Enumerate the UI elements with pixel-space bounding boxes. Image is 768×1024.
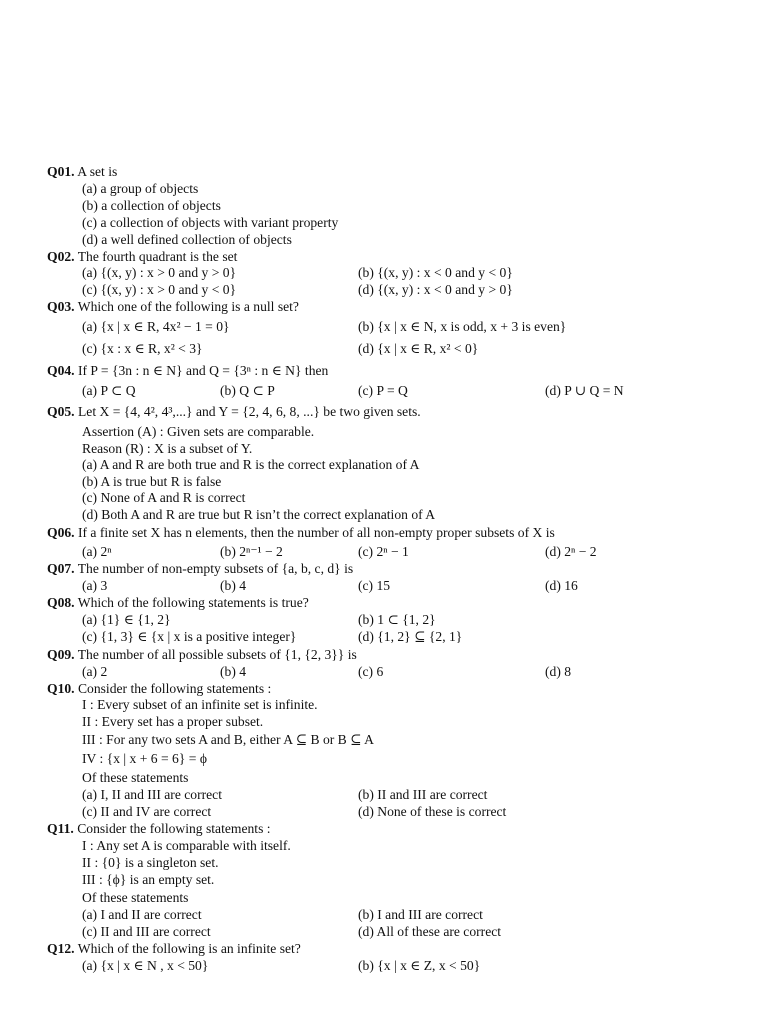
option-c: (c) a collection of objects with variant property	[82, 215, 339, 230]
question-q05	[47, 403, 421, 420]
question-q02	[47, 248, 237, 265]
question-stem: The number of all possible subsets of {1, {2, 3}} is	[77, 647, 357, 662]
option-d: (d) 2ⁿ − 2	[545, 544, 597, 559]
question-stem: Consider the following statements :	[77, 821, 271, 836]
option-a: (a) {1} ∈ {1, 2}	[82, 612, 171, 627]
option-b: (b) 4	[220, 664, 247, 679]
option-c: (c) P = Q	[358, 383, 408, 398]
option-a: (a) 2	[82, 664, 108, 679]
statements-prompt: Of these statements	[82, 770, 189, 785]
option-a: (a) {x | x ∈ N , x < 50}	[82, 958, 209, 973]
option-b: (b) {x | x ∈ Z, x < 50}	[358, 958, 481, 973]
statement-ii: II : Every set has a proper subset.	[82, 714, 264, 729]
question-number: Q02.	[47, 249, 75, 264]
question-q01	[47, 163, 117, 180]
option-d: (d) 8	[545, 664, 572, 679]
question-stem: A set is	[77, 164, 118, 179]
question-number: Q12.	[47, 941, 75, 956]
question-stem: If a finite set X has n elements, then the number of all non-empty proper subsets of X is	[77, 525, 555, 540]
statement-iii: III : {ϕ} is an empty set.	[82, 872, 215, 887]
question-number: Q08.	[47, 595, 75, 610]
statements-prompt: Of these statements	[82, 890, 189, 905]
option-c: (c) 15	[358, 578, 391, 593]
option-d: (d) {1, 2} ⊆ {2, 1}	[358, 629, 463, 644]
question-stem: Let X = {4, 4², 4³,...} and Y = {2, 4, 6, 8, ...} be two given sets.	[77, 404, 421, 419]
question-q09	[47, 646, 357, 663]
option-b: (b) a collection of objects	[82, 198, 221, 213]
statement-iv: IV : {x | x + 6 = 6} = ϕ	[82, 751, 207, 766]
question-number: Q10.	[47, 681, 75, 696]
option-a: (a) {x | x ∈ R, 4x² − 1 = 0}	[82, 319, 230, 334]
question-q07	[47, 560, 353, 577]
option-d: (d) Both A and R are true but R isn’t the correct explanation of A	[82, 507, 436, 522]
question-stem: Consider the following statements :	[77, 681, 272, 696]
option-d: (d) {x | x ∈ R, x² < 0}	[358, 341, 479, 356]
question-stem: The number of non-empty subsets of {a, b, c, d} is	[77, 561, 354, 576]
statement-iii: III : For any two sets A and B, either A ⊆ B or B ⊆ A	[82, 732, 374, 747]
option-d: (d) 16	[545, 578, 578, 593]
option-c: (c) 6	[358, 664, 384, 679]
option-c: (c) II and IV are correct	[82, 804, 212, 819]
question-q10	[47, 680, 271, 697]
question-number: Q07.	[47, 561, 75, 576]
option-d: (d) None of these is correct	[358, 804, 507, 819]
question-q04	[47, 362, 328, 379]
option-a: (a) P ⊂ Q	[82, 383, 136, 398]
option-c: (c) None of A and R is correct	[82, 490, 246, 505]
option-c: (c) {x : x ∈ R, x² < 3}	[82, 341, 203, 356]
statement-i: I : Every subset of an infinite set is infinite.	[82, 697, 318, 712]
question-stem: The fourth quadrant is the set	[77, 249, 238, 264]
statement-ii: II : {0} is a singleton set.	[82, 855, 219, 870]
option-d: (d) {(x, y) : x < 0 and y > 0}	[358, 282, 513, 297]
question-q06	[47, 524, 555, 541]
option-a: (a) {(x, y) : x > 0 and y > 0}	[82, 265, 237, 280]
question-number: Q11.	[47, 821, 74, 836]
option-b: (b) A is true but R is false	[82, 474, 222, 489]
reason-line: Reason (R) : X is a subset of Y.	[82, 441, 253, 456]
question-number: Q09.	[47, 647, 75, 662]
question-q08	[47, 594, 309, 611]
option-d: (d) All of these are correct	[358, 924, 502, 939]
option-b: (b) 2ⁿ⁻¹ − 2	[220, 544, 283, 559]
statement-i: I : Any set A is comparable with itself.	[82, 838, 291, 853]
option-b: (b) 1 ⊂ {1, 2}	[358, 612, 436, 627]
option-d: (d) P ∪ Q = N	[545, 383, 624, 398]
question-stem: Which of the following statements is true?	[77, 595, 309, 610]
question-stem: If P = {3n : n ∈ N} and Q = {3ⁿ : n ∈ N} then	[77, 363, 329, 378]
option-c: (c) {1, 3} ∈ {x | x is a positive integer}	[82, 629, 297, 644]
question-stem: Which of the following is an infinite set?	[77, 941, 301, 956]
question-number: Q03.	[47, 299, 75, 314]
question-number: Q06.	[47, 525, 75, 540]
option-a: (a) 3	[82, 578, 108, 593]
option-a: (a) a group of objects	[82, 181, 199, 196]
question-q12	[47, 940, 301, 957]
option-b: (b) 4	[220, 578, 247, 593]
question-number: Q04.	[47, 363, 75, 378]
option-c: (c) II and III are correct	[82, 924, 211, 939]
option-a: (a) I, II and III are correct	[82, 787, 222, 802]
question-stem: Which one of the following is a null set?	[77, 299, 299, 314]
option-a: (a) I and II are correct	[82, 907, 202, 922]
question-q11	[47, 820, 271, 837]
question-q03	[47, 298, 299, 315]
assertion-line: Assertion (A) : Given sets are comparable.	[82, 424, 315, 439]
option-b: (b) I and III are correct	[358, 907, 483, 922]
option-b: (b) Q ⊂ P	[220, 383, 275, 398]
option-a: (a) A and R are both true and R is the correct explanation of A	[82, 457, 420, 472]
option-b: (b) {x | x ∈ N, x is odd, x + 3 is even}	[358, 319, 567, 334]
option-c: (c) {(x, y) : x > 0 and y < 0}	[82, 282, 237, 297]
question-number: Q01.	[47, 164, 75, 179]
option-b: (b) II and III are correct	[358, 787, 488, 802]
option-d: (d) a well defined collection of objects	[82, 232, 292, 247]
option-c: (c) 2ⁿ − 1	[358, 544, 409, 559]
option-b: (b) {(x, y) : x < 0 and y < 0}	[358, 265, 513, 280]
option-a: (a) 2ⁿ	[82, 544, 112, 559]
question-number: Q05.	[47, 404, 75, 419]
